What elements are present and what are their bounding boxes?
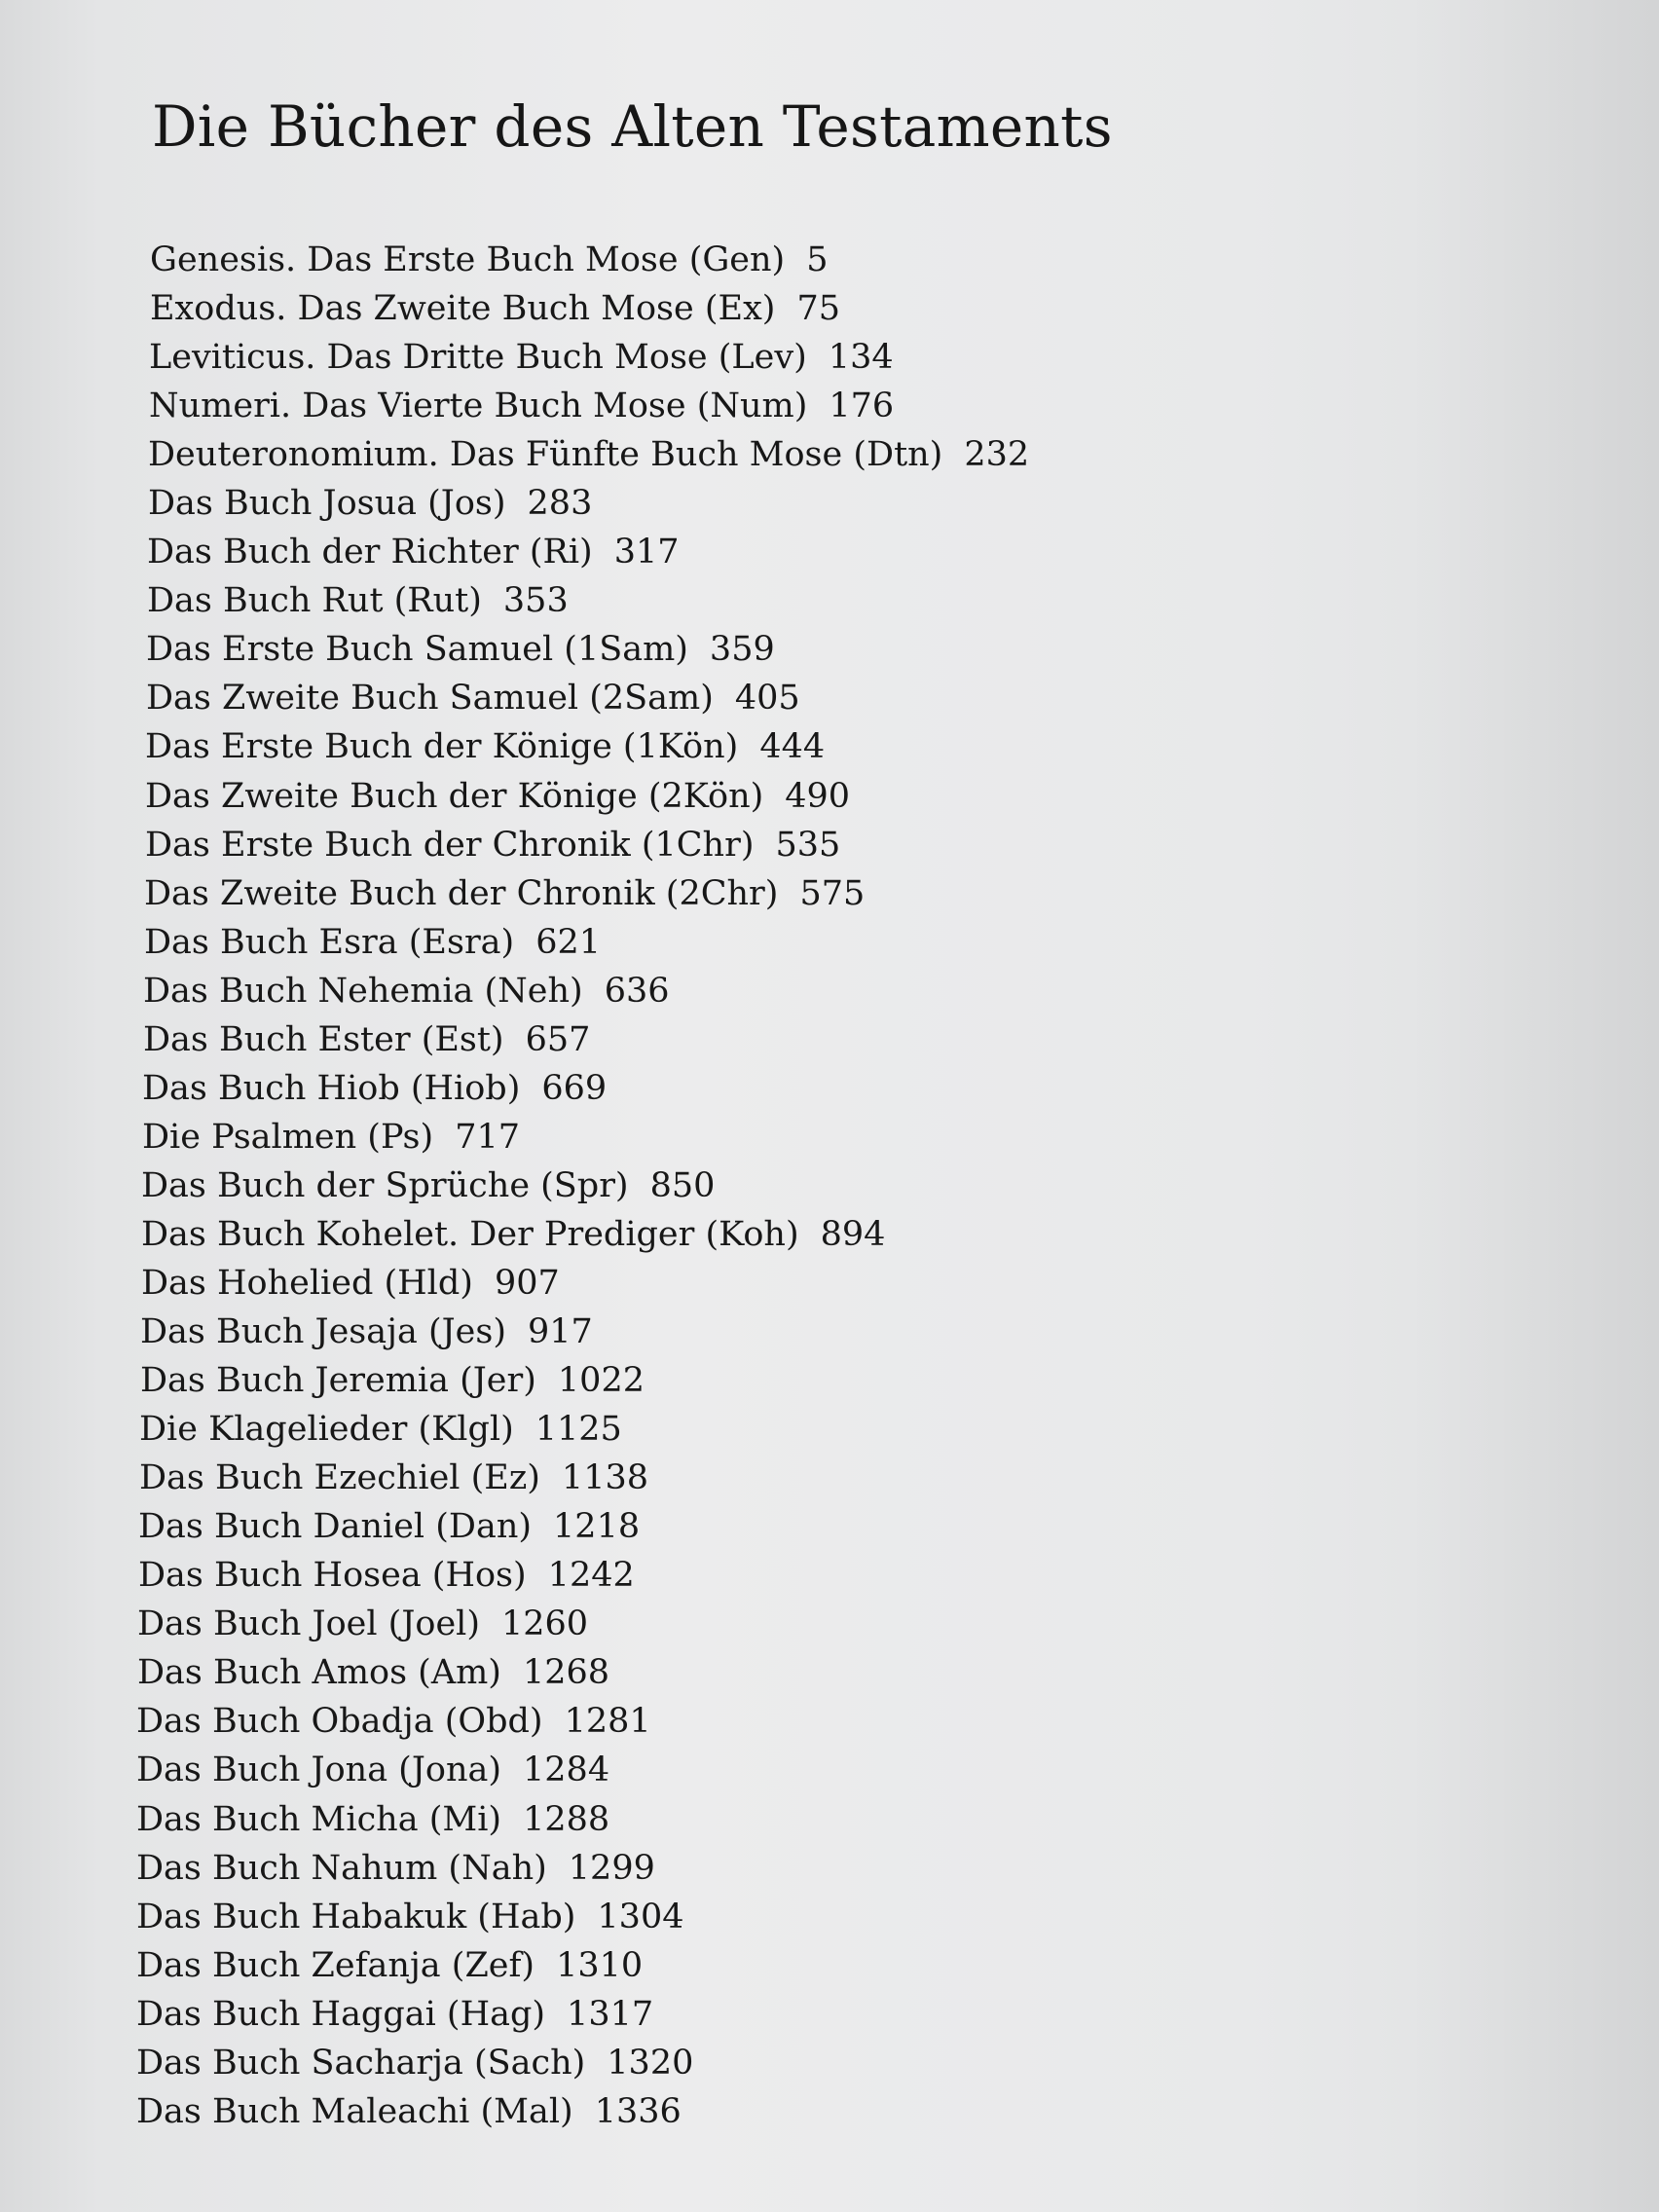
toc-page-number: 1260 xyxy=(501,1604,589,1644)
toc-entry xyxy=(136,1015,1305,1064)
toc-entry xyxy=(136,918,1305,967)
toc-page-number: 1299 xyxy=(568,1848,655,1888)
toc-book-title: Das Zweite Buch Samuel (2Sam) xyxy=(146,679,714,719)
toc-entry xyxy=(136,1648,1305,1697)
toc-entry xyxy=(136,284,1305,333)
toc-page-number: 1336 xyxy=(594,2091,682,2131)
toc-entry xyxy=(136,1308,1305,1356)
toc-book-title: Das Buch Ester (Est) xyxy=(143,1019,504,1059)
toc-book-title: Die Klagelieder (Klgl) xyxy=(139,1410,514,1450)
toc-entry xyxy=(136,2087,1305,2136)
toc-entry xyxy=(136,1113,1305,1161)
toc-entry xyxy=(136,528,1305,576)
toc-book-title: Das Buch Hosea (Hos) xyxy=(138,1556,527,1596)
toc-entry xyxy=(136,479,1305,528)
toc-page-number: 134 xyxy=(828,338,894,378)
toc-book-title: Leviticus. Das Dritte Buch Mose (Lev) xyxy=(149,338,807,378)
toc-book-title: Exodus. Das Zweite Buch Mose (Ex) xyxy=(150,289,776,329)
toc-entry xyxy=(136,1795,1305,1844)
toc-page-number: 621 xyxy=(535,922,602,962)
table-of-contents xyxy=(136,236,1305,2136)
toc-entry xyxy=(136,2039,1305,2087)
toc-book-title: Das Buch Sacharja (Sach) xyxy=(136,2043,586,2083)
toc-page-number: 1022 xyxy=(557,1361,645,1401)
toc-page-number: 575 xyxy=(799,873,866,913)
toc-book-title: Das Buch Micha (Mi) xyxy=(136,1799,502,1839)
page-title: Die Bücher des Alten Testaments xyxy=(152,93,1113,160)
toc-page-number: 1138 xyxy=(561,1458,648,1498)
toc-book-title: Das Buch der Richter (Ri) xyxy=(147,533,593,572)
toc-entry xyxy=(136,382,1305,430)
bleed-running-head xyxy=(204,35,212,68)
toc-book-title: Das Buch Amos (Am) xyxy=(137,1653,501,1693)
toc-page-number: 490 xyxy=(785,776,851,816)
toc-book-title: Deuteronomium. Das Fünfte Buch Mose (Dtn) xyxy=(148,435,943,475)
toc-page-number: 1304 xyxy=(597,1897,684,1936)
toc-page-number: 283 xyxy=(527,484,593,524)
toc-entry xyxy=(136,236,1305,284)
toc-book-title: Numeri. Das Vierte Buch Mose (Num) xyxy=(149,387,808,426)
toc-book-title: Das Buch Esra (Esra) xyxy=(144,922,515,962)
toc-entry xyxy=(136,625,1305,674)
toc-book-title: Das Buch Rut (Rut) xyxy=(147,581,482,621)
toc-book-title: Das Buch Jona (Jona) xyxy=(136,1751,502,1790)
toc-book-title: Das Buch Maleachi (Mal) xyxy=(136,2091,573,2131)
toc-entry xyxy=(136,333,1305,382)
toc-entry xyxy=(136,1356,1305,1405)
toc-book-title: Das Buch Ezechiel (Ez) xyxy=(139,1458,540,1498)
toc-book-title: Das Hohelied (Hld) xyxy=(141,1263,473,1303)
toc-entry xyxy=(136,722,1305,771)
toc-page-number: 1310 xyxy=(556,1945,644,1985)
toc-entry xyxy=(136,1210,1305,1259)
toc-entry xyxy=(136,821,1305,869)
toc-page-number: 75 xyxy=(796,289,841,329)
toc-page-number: 1320 xyxy=(607,2043,694,2083)
toc-book-title: Das Buch Jeremia (Jer) xyxy=(140,1361,536,1401)
toc-book-title: Das Buch Nahum (Nah) xyxy=(136,1848,547,1888)
toc-page-number: 1317 xyxy=(567,1994,654,2034)
toc-entry xyxy=(136,1697,1305,1746)
toc-page-number: 405 xyxy=(734,679,800,719)
toc-entry xyxy=(136,967,1305,1015)
toc-entry xyxy=(136,1893,1305,1941)
toc-book-title: Das Buch Nehemia (Neh) xyxy=(143,971,583,1011)
toc-page-number: 717 xyxy=(455,1117,520,1157)
toc-entry xyxy=(136,1990,1305,2039)
toc-book-title: Das Buch Zefanja (Zef) xyxy=(136,1945,535,1985)
toc-entry xyxy=(136,1941,1305,1990)
toc-page-number: 894 xyxy=(820,1214,886,1254)
toc-entry xyxy=(136,1064,1305,1113)
toc-book-title: Genesis. Das Erste Buch Mose (Gen) xyxy=(150,240,786,279)
toc-entry xyxy=(136,1161,1305,1210)
toc-entry xyxy=(136,1551,1305,1600)
toc-page-number: 636 xyxy=(604,971,670,1011)
toc-page-number: 1125 xyxy=(535,1410,622,1450)
toc-page-number: 535 xyxy=(775,825,841,865)
toc-page-number: 850 xyxy=(649,1165,716,1205)
toc-book-title: Das Zweite Buch der Chronik (2Chr) xyxy=(144,873,779,913)
toc-book-title: Das Buch Habakuk (Hab) xyxy=(136,1897,576,1936)
toc-entry xyxy=(136,1844,1305,1893)
toc-book-title: Das Buch Haggai (Hag) xyxy=(136,1994,546,2034)
toc-entry xyxy=(136,576,1305,625)
toc-book-title: Das Erste Buch der Könige (1Kön) xyxy=(145,727,739,767)
toc-book-title: Das Buch Hiob (Hiob) xyxy=(142,1068,521,1108)
toc-entry xyxy=(136,1454,1305,1502)
page-gutter-shadow xyxy=(1406,0,1659,2212)
toc-entry xyxy=(136,869,1305,918)
toc-entry xyxy=(136,1405,1305,1454)
toc-entry xyxy=(136,674,1305,722)
toc-page-number: 1281 xyxy=(564,1702,651,1742)
toc-entry xyxy=(136,1746,1305,1794)
toc-entry xyxy=(136,772,1305,821)
toc-page-number: 232 xyxy=(964,435,1030,475)
toc-page-number: 176 xyxy=(829,387,895,426)
toc-entry xyxy=(136,1600,1305,1648)
toc-page-number: 907 xyxy=(494,1263,560,1303)
toc-page-number: 917 xyxy=(527,1312,593,1352)
toc-page-number: 657 xyxy=(525,1019,591,1059)
toc-page-number: 1218 xyxy=(553,1507,641,1547)
toc-entry xyxy=(136,430,1305,479)
toc-book-title: Das Erste Buch Samuel (1Sam) xyxy=(146,630,688,670)
toc-page-number: 5 xyxy=(806,240,829,279)
toc-page-number: 1268 xyxy=(522,1653,610,1693)
toc-book-title: Das Buch Kohelet. Der Prediger (Koh) xyxy=(141,1214,799,1254)
toc-book-title: Das Zweite Buch der Könige (2Kön) xyxy=(145,776,764,816)
toc-page-number: 1288 xyxy=(523,1799,610,1839)
toc-book-title: Das Buch Jesaja (Jes) xyxy=(140,1312,506,1352)
toc-page-number: 669 xyxy=(541,1068,608,1108)
toc-page-number: 444 xyxy=(759,727,826,767)
toc-page-number: 1284 xyxy=(523,1751,610,1790)
toc-entry xyxy=(136,1502,1305,1551)
toc-book-title: Das Buch der Sprüche (Spr) xyxy=(141,1165,629,1205)
toc-book-title: Das Buch Josua (Jos) xyxy=(148,484,506,524)
toc-book-title: Das Erste Buch der Chronik (1Chr) xyxy=(145,825,755,865)
toc-book-title: Das Buch Obadja (Obd) xyxy=(136,1702,543,1742)
toc-entry xyxy=(136,1259,1305,1308)
toc-book-title: Das Buch Joel (Joel) xyxy=(137,1604,480,1644)
toc-page-number: 1242 xyxy=(547,1556,635,1596)
toc-book-title: Das Buch Daniel (Dan) xyxy=(138,1507,533,1547)
toc-page-number: 359 xyxy=(709,630,775,670)
toc-book-title: Die Psalmen (Ps) xyxy=(142,1117,434,1157)
toc-page-number: 317 xyxy=(613,533,680,572)
toc-page-number: 353 xyxy=(502,581,569,621)
